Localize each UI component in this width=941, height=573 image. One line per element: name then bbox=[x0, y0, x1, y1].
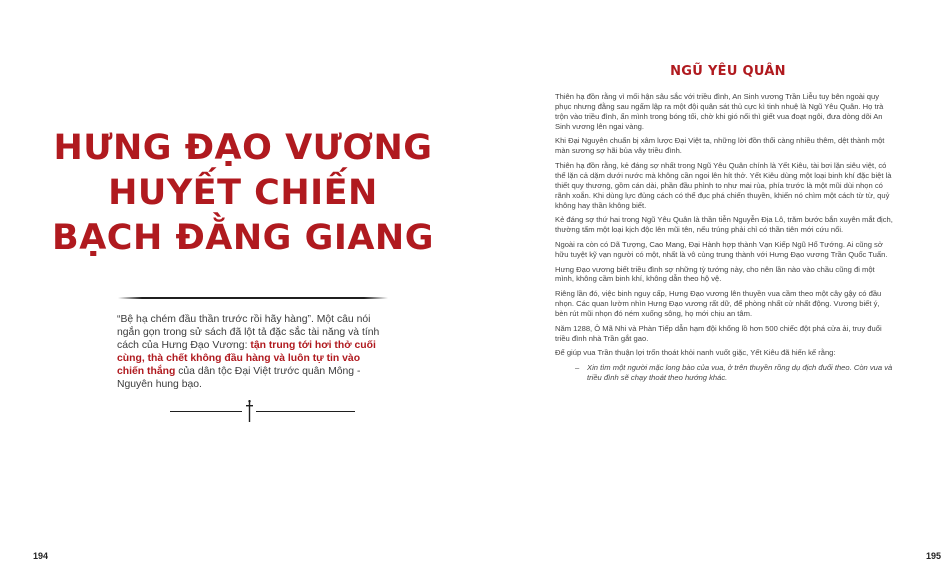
paragraph: Ngoài ra còn có Dã Tượng, Cao Mang, Đại Hành hợp thành Vạn Kiếp Ngũ Hổ Tướng. Ai cũng sở hữu tuyệt kỹ vạn người có một, nhất là vô cùng trung thành với Hưng Đạo vương Trần Quốc Tuấn. bbox=[555, 239, 888, 259]
paragraph: Năm 1288, Ô Mã Nhi và Phàn Tiếp dẫn hạm đội khổng lồ hơn 500 chiếc đột phá cửa ải, truy đuổi triều đình nhà Trần gắt gao. bbox=[555, 323, 882, 343]
paragraph: Để giúp vua Trần thuận lợi trốn thoát khỏi nanh vuốt giặc, Yết Kiêu đã hiến kế rằng: bbox=[555, 348, 836, 358]
paragraph: Khi Đại Nguyên chuẩn bị xâm lược Đại Việt ta, những lời đồn thổi càng nhiều thêm, dệt thành một màn sương sợ hãi bủa vây triều đình. bbox=[555, 136, 885, 156]
dialogue-line bbox=[575, 363, 893, 383]
body-text bbox=[555, 92, 893, 388]
right-page bbox=[468, 0, 941, 573]
chapter-title-line: BẠCH ĐẰNG GIANG bbox=[52, 218, 434, 258]
dialogue-dash: – bbox=[575, 363, 580, 373]
chapter-title bbox=[40, 126, 446, 261]
chapter-title-line: HƯNG ĐẠO VƯƠNG bbox=[53, 128, 433, 168]
paragraph: Kẻ đáng sợ thứ hai trong Ngũ Yêu Quân là thần tiễn Nguyễn Địa Lô, trăm bước bắn xuyên mắt địch, thường tẩm một loại kịch độc lên mũi tên, nếu trúng phải chỉ có thần tiên mới cứu nổi. bbox=[555, 215, 893, 235]
quote-highlight: tận trung tới hơi thở cuối cùng, thà chết không đầu hàng và luôn tự tin vào chiến thắng bbox=[117, 340, 376, 377]
paragraph: Riêng lần đó, việc binh nguy cấp, Hưng Đạo vương lên thuyền vua cầm theo một cây gậy có đầu nhọn. Các quan lườm nhìn Hưng Đạo vương rất dữ, để phòng nhất cử nhất động. Vương biết ý, bèn rút mũi nhọn đó ném xuống sông, họ mới chịu an tâm. bbox=[555, 289, 882, 318]
chapter-title-line: HUYẾT CHIẾN bbox=[108, 173, 378, 213]
sword-divider-ornament bbox=[170, 400, 355, 422]
intro-quote bbox=[117, 313, 389, 391]
section-title: NGŨ YÊU QUÂN bbox=[670, 64, 786, 79]
paragraph: Thiên hạ đồn rằng, kẻ đáng sợ nhất trong Ngũ Yêu Quân chính là Yết Kiêu, tài bơi lặn siêu việt, có thể lặn cả dặm dưới nước mà không cần ngoi lên hít thở. Yết Kiêu dùng một loại binh khí đặc biệt là thiết quy thương, gồm cán dài, phần đầu phình to như mai rùa, phía trước là một mũi dùi nhọn có rãnh xoắn. Khi dùng lực đủng cách có thể đục phá chiến thuyền, khiến nó chìm một cách từ từ, quỷ không hay thần không biết. bbox=[555, 161, 892, 210]
quote-text: của dân tộc Đại Việt trước quân Mông - Nguyên hung bạo. bbox=[117, 366, 361, 390]
dialogue-text: Xin tìm một người mặc long bào của vua, ở trên thuyền rồng dụ địch đuổi theo. Còn vua và triều đình sẽ chạy thoát theo hướng khác. bbox=[587, 363, 893, 383]
page-number: 194 bbox=[33, 551, 49, 561]
page-number: 195 bbox=[926, 551, 941, 561]
sword-icon bbox=[245, 400, 254, 422]
quote-top-rule bbox=[118, 297, 388, 299]
quote-text: “Bệ hạ chém đầu thần trước rồi hãy hàng”. Một câu nói ngắn gọn trong sử sách đã lột tả đặc sắc tài năng và tính cách của Hưng Đạo Vương: bbox=[117, 314, 380, 351]
paragraph: Thiên hạ đồn rằng vì mối hận sâu sắc với triều đình, An Sinh vương Trần Liễu tuy bên ngoài quy phục nhưng đằng sau ngấm lập ra một đội quân sát thủ cực kì tinh nhuệ là Ngũ Yêu Quân. Họ trà trộn vào triều đình, ẩn mình trong bóng tối, chờ khi gió nổi thì giết vua đoạt ngôi, đưa dòng dõi An Sinh vương lên ngai vàng. bbox=[555, 92, 884, 131]
paragraph: Hưng Đạo vương biết triều đình sợ những tỳ tướng này, cho nên lần nào vào chầu cũng đi một mình, không cầm binh khí, không dẫn theo hộ vệ. bbox=[555, 264, 875, 284]
left-page bbox=[0, 0, 468, 573]
